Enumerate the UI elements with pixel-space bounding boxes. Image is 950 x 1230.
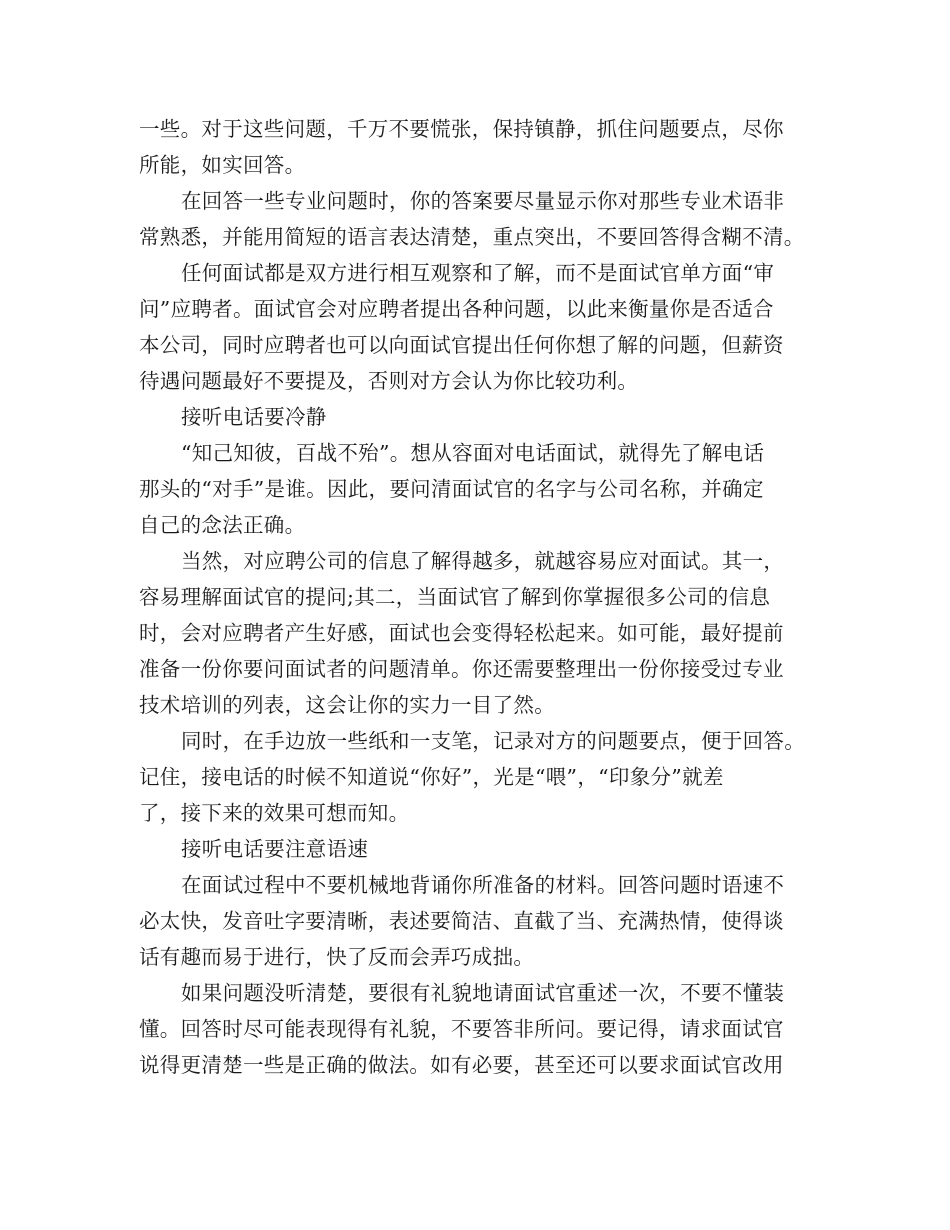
text-line: 记住，接电话的时候不知道说“你好”，光是“喂”，“印象分”就差 [139,765,724,789]
text-line: 在面试过程中不要机械地背诵你所准备的材料。回答问题时语速不 [181,873,785,897]
text-line: 问”应聘者。面试官会对应聘者提出各种问题，以此来衡量你是否适合 [139,297,774,321]
text-line: 自己的念法正确。 [139,513,306,537]
text-line: 了，接下来的效果可想而知。 [139,801,410,825]
text-line: 话有趣而易于进行，快了反而会弄巧成拙。 [139,945,535,969]
text-line: “知己知彼，百战不殆”。想从容面对电话面试，就得先了解电话 [181,441,765,465]
text-line: 说得更清楚一些是正确的做法。如有必要，甚至还可以要求面试官改用 [139,1053,784,1077]
text-line: 本公司，同时应聘者也可以向面试官提出任何你想了解的问题，但薪资 [139,333,784,357]
text-line: 同时，在手边放一些纸和一支笔，记录对方的问题要点，便于回答。 [181,729,805,753]
text-line: 一些。对于这些问题，千万不要慌张，保持镇静，抓住问题要点，尽你 [139,117,784,141]
text-line: 准备一份你要问面试者的问题清单。你还需要整理出一份你接受过专业 [139,657,784,681]
text-line: 那头的“对手”是谁。因此，要问清面试官的名字与公司名称，并确定 [139,477,764,501]
text-line: 常熟悉，并能用简短的语言表达清楚，重点突出，不要回答得含糊不清。 [139,225,805,249]
text-line: 待遇问题最好不要提及，否则对方会认为你比较功利。 [139,369,639,393]
text-line: 时，会对应聘者产生好感，面试也会变得轻松起来。如可能，最好提前 [139,621,784,645]
text-line: 必太快，发音吐字要清晰，表述要简洁、直截了当、充满热情，使得谈 [139,909,784,933]
section-heading: 接听电话要冷静 [181,405,327,429]
text-line: 技术培训的列表，这会让你的实力一目了然。 [139,693,555,717]
section-heading: 接听电话要注意语速 [181,837,369,861]
document-body [139,111,829,1083]
text-line: 懂。回答时尽可能表现得有礼貌，不要答非所问。要记得，请求面试官 [139,1017,784,1041]
text-line: 在回答一些专业问题时，你的答案要尽量显示你对那些专业术语非 [181,189,785,213]
text-line: 任何面试都是双方进行相互观察和了解，而不是面试官单方面“审 [181,261,775,285]
text-line: 当然，对应聘公司的信息了解得越多，就越容易应对面试。其一， [181,549,785,573]
text-line: 如果问题没听清楚，要很有礼貌地请面试官重述一次，不要不懂装 [181,981,785,1005]
text-line: 所能，如实回答。 [139,153,306,177]
text-line: 容易理解面试官的提问;其二，当面试官了解到你掌握很多公司的信息 [139,585,771,609]
